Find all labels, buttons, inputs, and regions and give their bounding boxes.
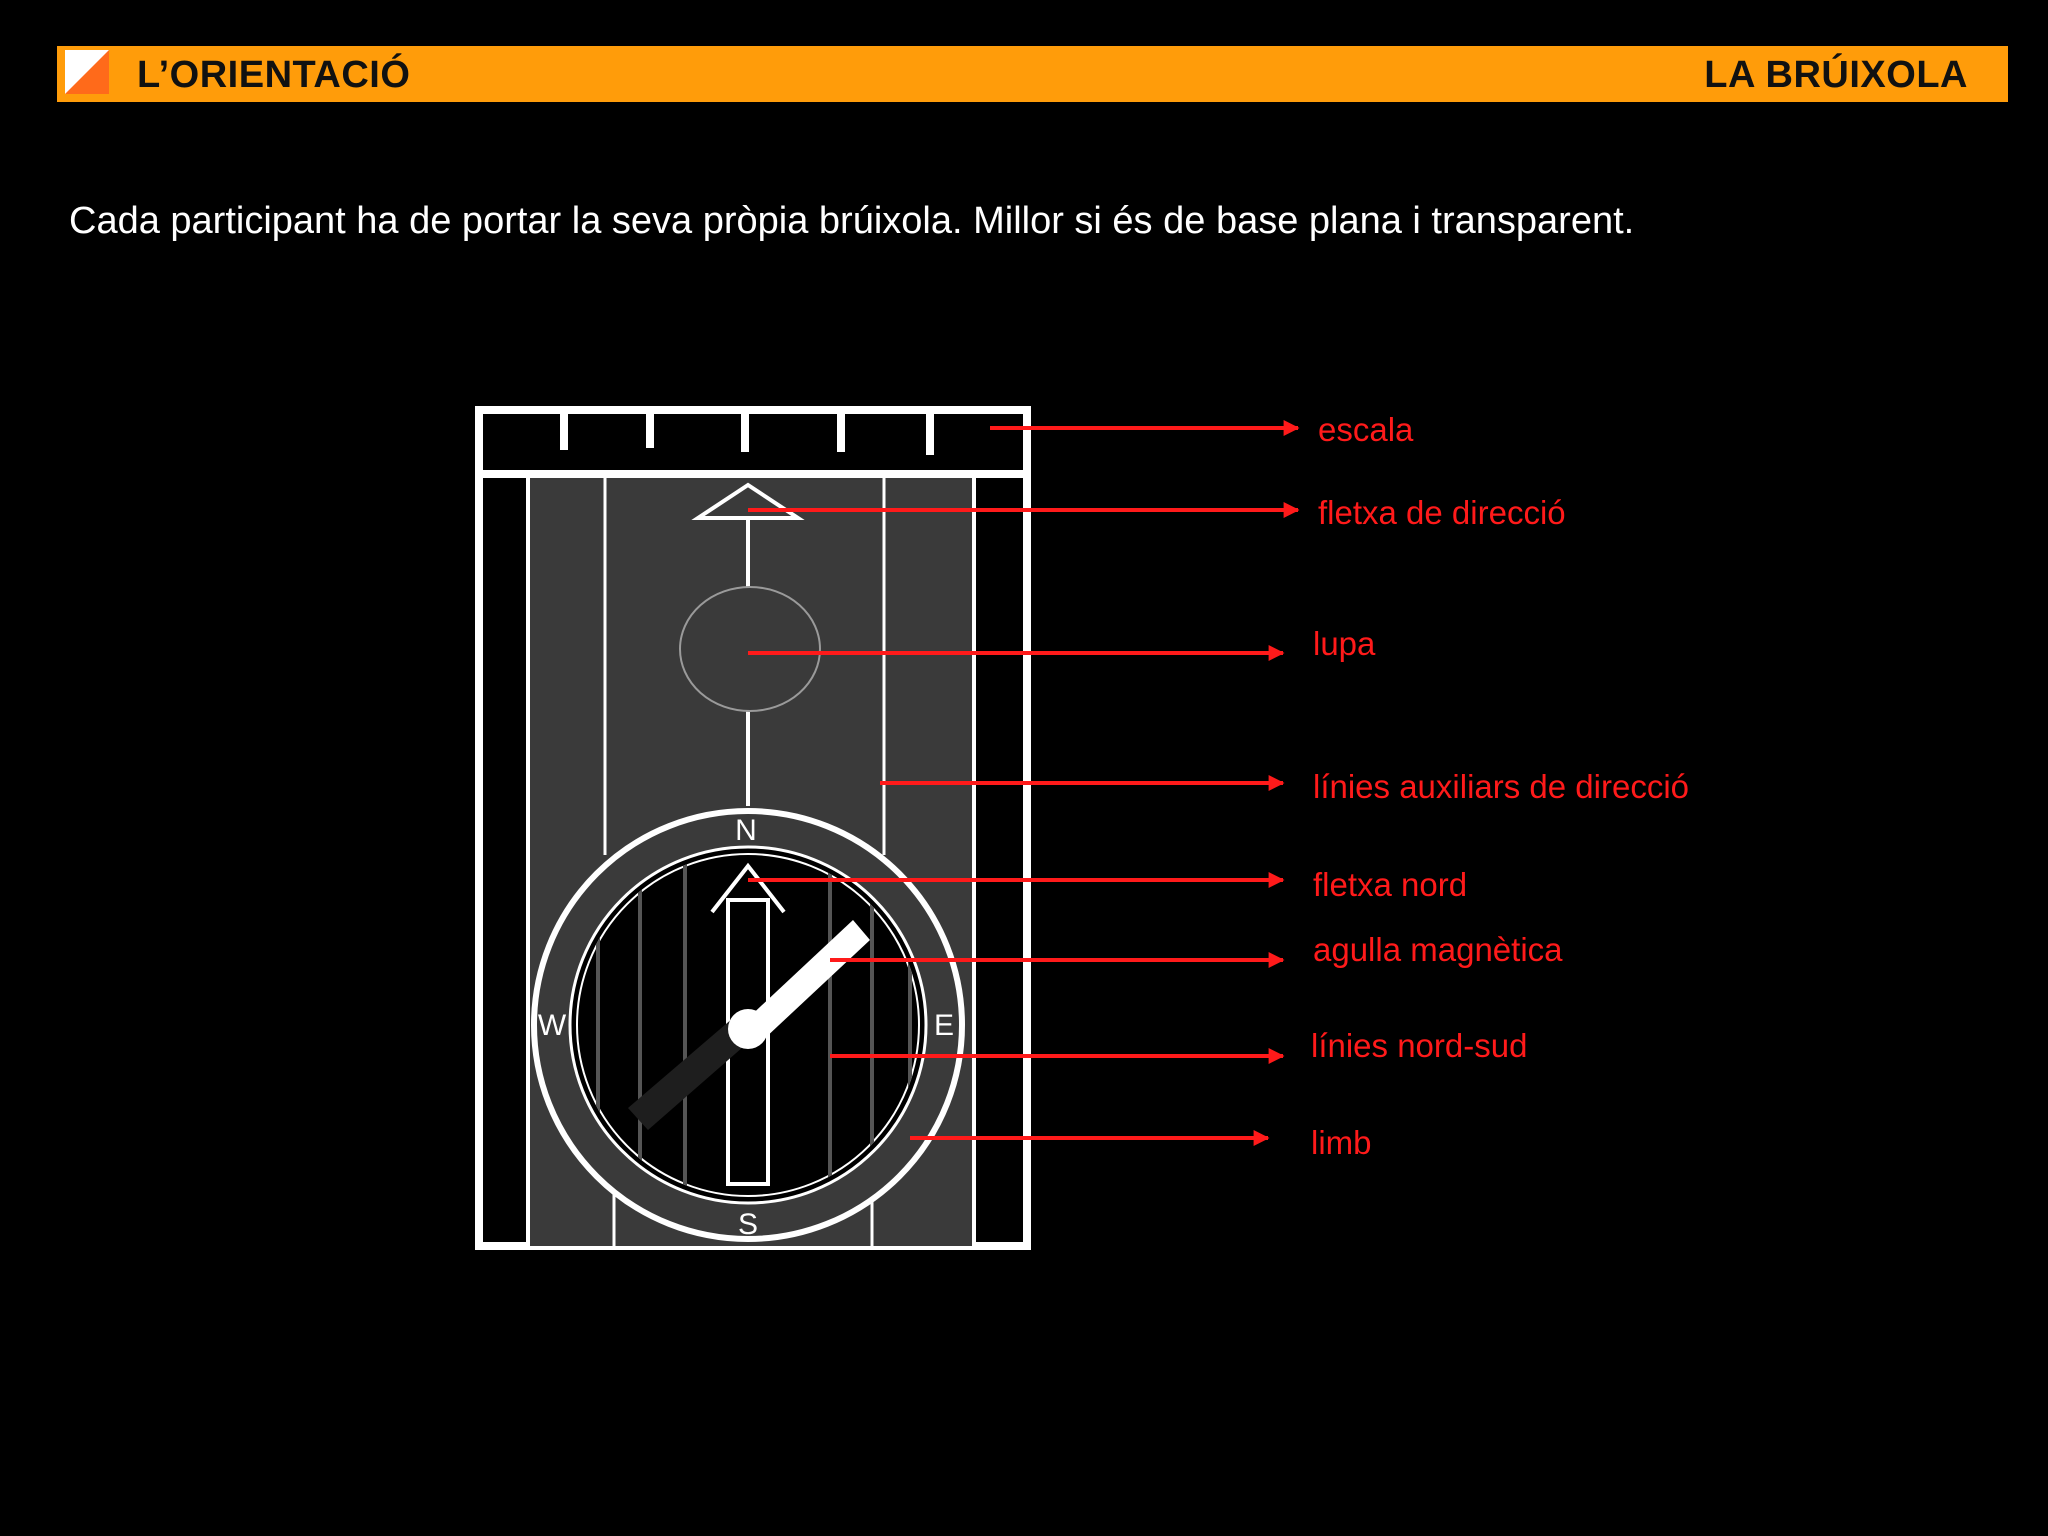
compass-south-letter: S: [737, 1208, 759, 1241]
label-linies-auxiliars: línies auxiliars de direcció: [1313, 768, 1690, 805]
label-fletxa-direccio: fletxa de direcció: [1318, 494, 1566, 531]
header-section-title: LA BRÚIXOLA: [1704, 54, 1968, 96]
compass-west-letter: W: [537, 1009, 567, 1042]
compass-north-letter: N: [735, 814, 757, 847]
intro-text: Cada participant ha de portar la seva pròpia brúixola. Millor si és de base plana i transparent.: [69, 200, 1635, 242]
label-lupa: lupa: [1313, 625, 1376, 662]
label-escala: escala: [1318, 411, 1414, 448]
header-title: L’ORIENTACIÓ: [137, 54, 411, 96]
label-linies-nord-sud: línies nord-sud: [1311, 1027, 1528, 1064]
label-limb: limb: [1311, 1124, 1372, 1161]
compass-east-letter: E: [933, 1009, 955, 1042]
label-agulla-magnetica: agulla magnètica: [1313, 931, 1563, 968]
label-fletxa-nord: fletxa nord: [1313, 866, 1468, 903]
magnifier-lens: [680, 587, 820, 711]
